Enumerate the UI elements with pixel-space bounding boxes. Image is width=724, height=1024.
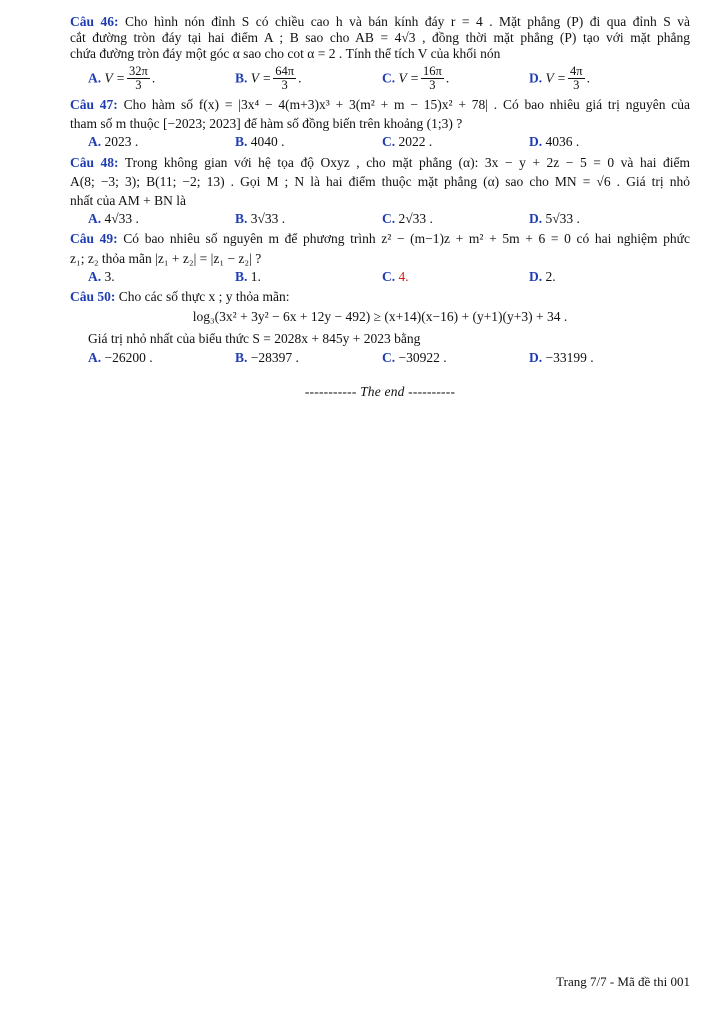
option-d[interactable]: D. V = $\frac{4\pi}{3}$ . xyxy=(529,63,590,93)
answer-options xyxy=(70,269,690,285)
fraction: $\frac{16\pi}{3}$ xyxy=(423,63,442,93)
question-text-line: z₁; z₂ thỏa mãn |z₁ + z₂| = |z₁ − z₂| ? xyxy=(70,250,262,266)
answer-options xyxy=(70,134,690,150)
option-c[interactable]: C. 2√33 . xyxy=(382,211,433,227)
question-text-line: Cho hình nón đỉnh S có chiều cao h và bán kính đáy r = 4 . Mặt phẳng (P) đi qua đỉnh S và xyxy=(125,14,690,29)
option-d[interactable]: D. −33199 . xyxy=(529,349,594,365)
exam-page xyxy=(70,14,690,400)
option-b[interactable]: B. 1. xyxy=(235,268,261,284)
highlighted-answer: 4. xyxy=(398,268,409,284)
option-c[interactable]: C. V = $\frac{16\pi}{3}$ . xyxy=(382,63,450,93)
question-text-line: Trong không gian với hệ tọa độ Oxyz , cho mặt phẳng (α): 3x − y + 2z − 5 = 0 và hai điểm xyxy=(124,154,690,170)
page-footer: Trang 7/7 - Mã đề thi 001 xyxy=(556,974,690,989)
option-a[interactable]: A. V = $\frac{32\pi}{3}$ . xyxy=(88,63,156,93)
fraction: $\frac{32\pi}{3}$ xyxy=(129,63,148,93)
question-48 xyxy=(70,155,690,228)
question-label: Câu 48: xyxy=(70,154,119,170)
option-b[interactable]: B. V = $\frac{64\pi}{3}$ . xyxy=(235,63,302,93)
question-text-line: chứa đường tròn đáy một góc α sao cho cot α = 2 . Tính thể tích V của khối nón xyxy=(70,46,501,62)
question-label: Câu 50: xyxy=(70,288,116,304)
answer-options xyxy=(70,65,690,94)
question-text-line: Cho các số thực x ; y thỏa mãn: xyxy=(118,288,290,304)
option-d[interactable]: D. 4036 . xyxy=(529,134,580,150)
option-a[interactable]: A. 4√33 . xyxy=(88,211,139,227)
fraction: $\frac{64\pi}{3}$ xyxy=(275,63,295,93)
option-a[interactable]: A. 2023 . xyxy=(88,134,139,150)
option-d[interactable]: D. 5√33 . xyxy=(529,211,580,227)
question-text-line: tham số m thuộc [−2023; 2023] để hàm số đồng biến trên khoảng (1;3) ? xyxy=(70,116,463,132)
inequality-equation: log₃(3x² + 3y² − 6x + 12y − 492) ≥ (x+14)(x−16) + (y+1)(y+3) + 34 . xyxy=(192,309,568,325)
fraction: $\frac{4\pi}{3}$ xyxy=(570,63,583,93)
question-text-line: Giá trị nhỏ nhất của biểu thức S = 2028x + 845y + 2023 bằng xyxy=(88,331,421,347)
question-text-line: Cho hàm số f(x) = |3x⁴ − 4(m+3)x³ + 3(m² + m − 15)x² + 78| . Có bao nhiêu giá trị nguyên của xyxy=(123,97,690,113)
question-text-line: Có bao nhiêu số nguyên m để phương trình z² − (m−1)z + m² + 5m + 6 = 0 có hai nghiệm phức xyxy=(123,231,690,247)
option-a[interactable]: A. −26200 . xyxy=(88,349,153,365)
option-b[interactable]: B. 3√33 . xyxy=(235,211,286,227)
question-49 xyxy=(70,231,690,285)
option-c[interactable]: C. −30922 . xyxy=(382,349,447,365)
question-text-line: cắt đường tròn đáy tại hai điểm A ; B sao cho AB = 4√3 , đồng thời mặt phẳng (P) tạo với mặt phẳng xyxy=(70,30,690,46)
option-b[interactable]: B. 4040 . xyxy=(235,134,285,150)
option-b[interactable]: B. −28397 . xyxy=(235,349,299,365)
question-text-line: nhất của AM + BN là xyxy=(70,193,186,208)
option-c[interactable]: C. 4. xyxy=(382,268,409,284)
question-47 xyxy=(70,97,690,151)
question-label: Câu 49: xyxy=(70,231,118,247)
question-label: Câu 46: xyxy=(70,14,119,29)
end-marker: ----------- The end ---------- xyxy=(304,383,456,399)
answer-options xyxy=(70,350,690,366)
question-50 xyxy=(70,289,690,366)
option-d[interactable]: D. 2. xyxy=(529,268,556,284)
answer-options xyxy=(70,211,690,227)
option-a[interactable]: A. 3. xyxy=(88,268,115,284)
question-text-line: A(8; −3; 3); B(11; −2; 13) . Gọi M ; N là hai điểm thuộc mặt phẳng (α) sao cho MN = √6 . Giá trị nhỏ xyxy=(70,173,690,189)
question-label: Câu 47: xyxy=(70,97,118,113)
question-46 xyxy=(70,14,690,93)
option-c[interactable]: C. 2022 . xyxy=(382,134,433,150)
